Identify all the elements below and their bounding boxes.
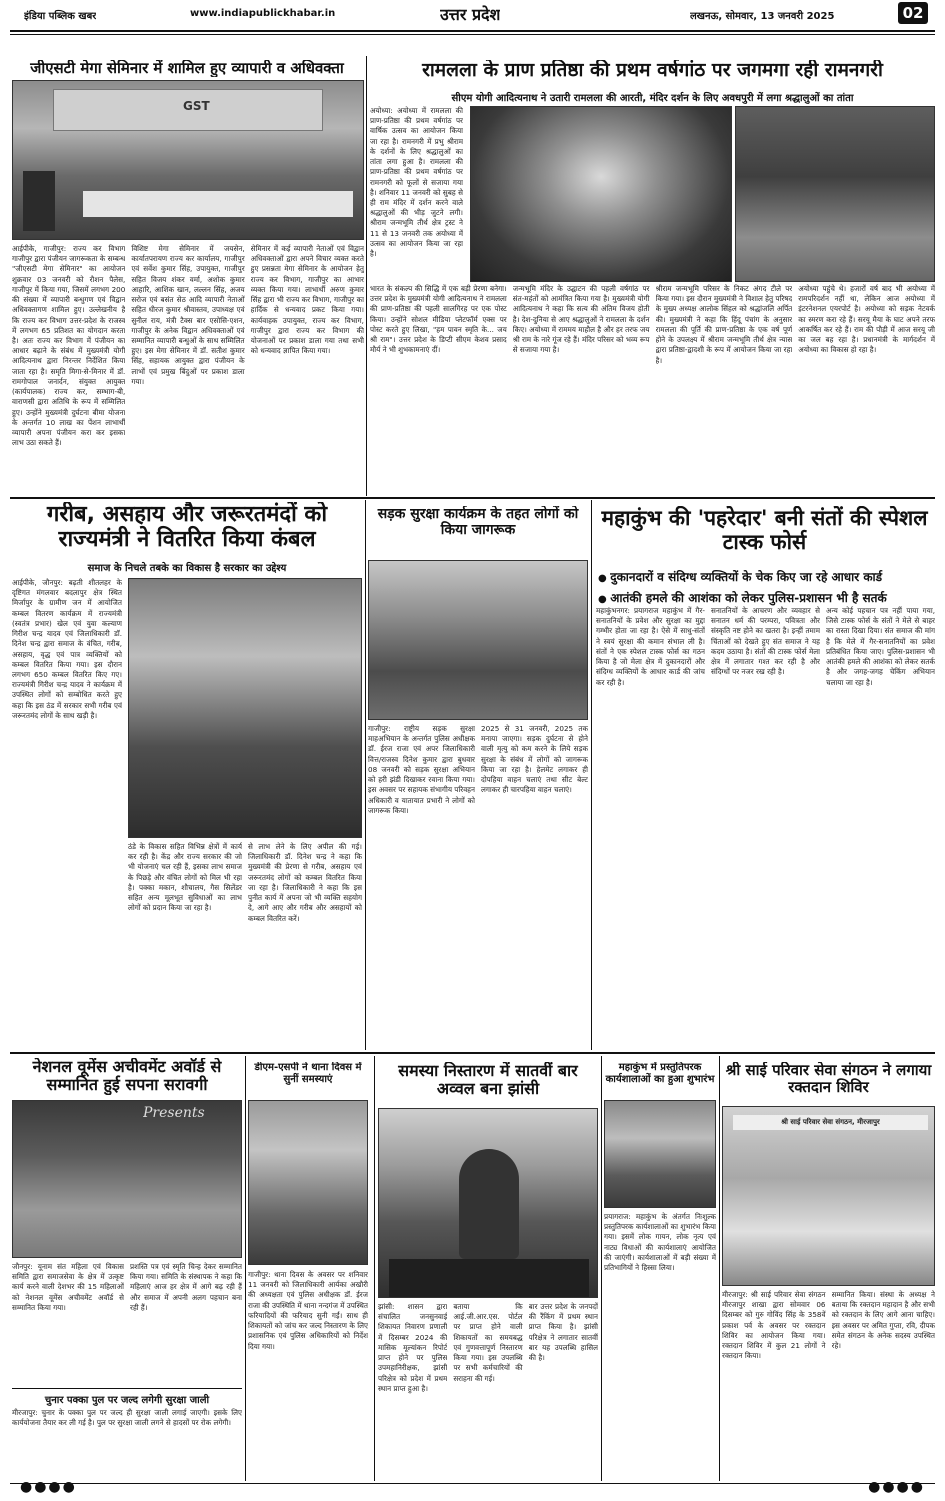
police-officer-photo: [378, 1108, 598, 1298]
a8-col-1: झांसी: शासन द्वारा संचालित जनसुनवाई शिकायत निवारण प्रणाली में दिसम्बर 2024 की मासिक मूल्यांकन रिपोर्ट प्राप्त होने पर पुलिस उपमहानिरीक्षक, झांसी परिक्षेत्र को प्रदेश में प्रथम स्थान प्राप्त हुआ है।: [378, 1302, 448, 1393]
a4-headline: सड़क सुरक्षा कार्यक्रम के तहत लोगों को किया जागरूक: [377, 506, 579, 539]
a2-col-1: अयोध्या: अयोध्या में रामलला की प्राण-प्रतिष्ठा की प्रथम वर्षगांठ पर वार्षिक उत्सव का आयोजन किया जा रहा है। रामनगरी में प्रभु श्रीराम के दर्शनों के लिए श्रद्धालुओं का तांता लगा हुआ है। रामलला की प्राण-प्रतिष्ठा की प्रथम वर्षगांठ पर रामनगरी को फूलों से सजाया गया है। शनिवार 11 जनवरी को सुबह से ही राम मंदिर में दर्शन करने वाले श्रद्धालुओं की भीड़ जुटने लगी। श्रीराम जन्मभूमि तीर्थ क्षेत्र ट्रस्ट ने 11 से 13 जनवरी तक अयोध्या में उत्सव का आयोजन किया जा रहा है।: [370, 106, 463, 259]
paper-name: इंडिया पब्लिक खबर: [24, 11, 97, 22]
workshop-photo: [604, 1100, 716, 1208]
col-divider-c: [591, 500, 592, 1050]
masthead: [0, 0, 945, 44]
footer-dots-left: ●●●●: [20, 1479, 77, 1495]
a10-col-2: सम्मानित किया। संस्था के अध्यक्ष ने बताया कि रक्तदान महादान है और सभी को रक्तदान के लिए आगे आना चाहिए। इस अवसर पर अमित गुप्ता, रवि, दीपक समेत संगठन के अनेक सदस्य उपस्थित रहे।: [831, 1290, 935, 1351]
podium: [23, 171, 55, 231]
a5-bullets: [598, 568, 935, 610]
a8-col-2: बताया कि आई.जी.आर.एस. पोर्टल पर प्राप्त होने वाली शिकायतों का समयबद्ध एवं गुणवत्तापूर्ण निस्तारण किया गया। इस उपलब्धि पर सभी कर्मचारियों की सराहना की गई।: [453, 1302, 523, 1383]
a3-col-1: आईपीके, जौनपुर: बढ़ती शीतलहर के दृष्टिगत मंगलवार बदलापुर क्षेत्र स्थित मिर्जापुर के ग्रामीण जन में आयोजित कम्बल वितरण कार्यक्रम में राज्यमंत्री (स्वतंत्र प्रभार) खेल एवं युवा कल्याण गिरीश चन्द्र यादव एवं जिलाधिकारी डॉ. दिनेश चन्द्र द्वारा समाज के वंचित, गरीब, असहाय, वृद्ध एवं पात्र व्यक्तियों को कम्बल वितरित किया गया। इस दौरान लगभग 650 कम्बल वितरित किए गए। राज्यमंत्री गिरीश चन्द्र यादव ने कार्यक्रम में उपस्थित लोगों को सम्बोधित करते हुए कहा कि इस ठंड में सरकार सभी गरीब एवं जरूरतमंद लोगों के साथ खड़ी है।: [12, 578, 122, 720]
a6-col-2: प्रशस्ति पत्र एवं स्मृति चिन्ह देकर सम्मानित किया गया। समिति के संस्थापक ने कहा कि महिलाएं आज हर क्षेत्र में आगे बढ़ रही हैं और समाज में अपनी अलग पहचान बना रही हैं।: [130, 1262, 242, 1312]
a4-body: [368, 724, 588, 1047]
a8-body: [378, 1302, 598, 1478]
a1-body: [12, 244, 364, 494]
a5-col-2: सनातनियों के आचरण और व्यवहार से सनातन धर्म की परम्परा, पवित्रता और संस्कृति नष्ट होने का खतरा है। इन्हीं तमाम चिंताओं को देखते हुए संत समाज ने यह कदम उठाया है। संतों की टास्क फोर्स मेला क्षेत्र में लगातार गश्त कर रही है और संदिग्धों पर नजर रख रही है।: [711, 606, 820, 677]
a7-headline: डीएम-एसपी ने थाना दिवस में सुनीं समस्याएं: [254, 1062, 362, 1085]
a5-headline: महाकुंभ की 'पहरेदार' बनी संतों की स्पेशल टास्क फोर्स: [601, 506, 928, 555]
a4-col-1: गाजीपुर: राष्ट्रीय सड़क सुरक्षा माहअभियान के अन्तर्गत पुलिस अधीक्षक डॉ. ईरज राजा एवं अपर जिलाधिकारी वित्त/राजस्व दिनेश कुमार द्वारा बुधवार 08 जनवरी को सड़क सुरक्षा अभियान को हरी झंडी दिखाकर रवाना किया गया। इस अवसर पर सहायक संभागीय परिवहन अधिकारी व यातायात प्रभारी ने लोगों को जागरूक किया।: [368, 724, 475, 815]
a1-col-1: आईपीके, गाजीपुर: राज्य कर विभाग गाजीपुर द्वारा पंजीयन जागरूकता के सम्बन्ध "जीएसटी मेगा सेमिनार" का आयोजन शुक्रवार 03 जनवरी को रौशन पैलेस, गाजीपुर में किया गया, जिसमें लगभग 200 की संख्या में व्यापारी बन्धुगण एवं विद्वान अधिवक्तागण शामिल हुए। उल्लेखनीय है कि राज्य कर विभाग उत्तर-प्रदेश के राजस्व में लगभग 65 प्रतिशत का योगदान करता है। अतः राज्य कर विभाग में पंजीयन का आधार बढ़ाने के संबंध में मुख्यमंत्री योगी आदित्यनाथ द्वारा निरन्तर निर्देशित किया जाता रहा है। समृति मिगा-से-मिनार में डॉ. रामगोपाल जनार्दन, संयुक्त आयुक्त (कार्यपालक) राज्य कर, सम्भाग-बी, वाराणसी द्वारा अतिथि के रूप में सम्मिलित हुए। उन्होंने मुख्यमंत्री दुर्घटना बीमा योजना के अन्तर्गत 10 लाख का पेंशन लाभार्थी व्यापारी अपना पंजीयन करा कर इसका लाभ उठा सकते हैं।: [12, 244, 126, 448]
thana-diwas-photo: [248, 1100, 368, 1265]
a7-body: [248, 1270, 368, 1478]
a7-col-1: गाजीपुर: थाना दिवस के अवसर पर शनिवार 11 जनवरी को जिलाधिकारी आर्यका अखौरी की अध्यक्षता एवं पुलिस अधीक्षक डॉ. ईरज राजा की उपस्थिति में थाना नन्दगंज में उपस्थित फरियादियों की फरियाद सुनी गईं। साथ ही शिकायतों को जांच कर जल्द निस्तारण के लिए प्रशासनिक एवं पुलिस अधिकारियों को निर्देश दिया गया।: [248, 1270, 368, 1351]
a5-bullet-1: ● दुकानदारों व संदिग्ध व्यक्तियों के चेक किए जा रहे आधार कार्ड: [598, 568, 935, 585]
a2-col-3: जन्मभूमि मंदिर के उद्घाटन की पहली वर्षगांठ पर संत-महंतों को आमंत्रित किया गया है। मुख्यमंत्री योगी आदित्यनाथ ने कहा कि सत्य की अंतिम विजय होती है। देश-दुनिया से आए श्रद्धालुओं ने रामलला के दर्शन किए। अयोध्या में राममय माहौल है और हर तरफ जय श्री राम के नारे गूंज रहे हैं। मंदिर परिसर को भव्य रूप से सजाया गया है।: [512, 284, 650, 355]
a1-col-2: विशिष्ट मेगा सेमिनार में जयसेन, कार्यातपरायण राज्य कर कार्यालय, गाजीपुर एवं सर्वेश कुमार सिंह, उपायुक्त, गाजीपुर सहित विजय शंकर वर्मा, अशोक कुमार आहारि, आशिक खान, लल्लन सिंह, अजय सरोज एवं बसंत सेठ आदि व्यापारी नेताओं सहित धीरज कुमार श्रीवास्तव, उपाध्यक्ष एवं सुनील राय, मंत्री टैक्स बार एसोसि-एशन, गाजीपुर के अनेक विद्वान अधिवक्ताओं एवं सम्मानित व्यापारी बन्धुओं के साथ सम्मिलित हुए। इस मेगा सेमिनार में डॉ. सतीश कुमार सिंह, सहायक आयुक्त द्वारा पंजीयन के लाभों एवं प्रमुख बिंदुओं पर प्रकाश डाला गया।: [131, 244, 245, 386]
a8-col-3: बार उत्तर प्रदेश के जनपदों की रैंकिंग में प्रथम स्थान प्राप्त किया है। झांसी परिक्षेत्र ने लगातार सातवीं बार यह उपलब्धि हासिल की है।: [528, 1302, 598, 1363]
a5-body: [596, 606, 935, 1047]
gst-banner-text: GST: [183, 99, 210, 113]
a3-subhead: समाज के निचले तबके का विकास है सरकार का उद्देश्य: [87, 563, 287, 574]
a6-headline: नेशनल वूमेंस अचीवमेंट अवॉर्ड से सम्मानित हुई सपना सरावगी: [32, 1058, 222, 1095]
road-safety-photo: [368, 560, 588, 720]
a1-headline: जीएसटी मेगा सेमिनार में शामिल हुए व्यापारी व अधिवक्ता: [30, 60, 344, 77]
a6-sub-divider: [12, 1388, 242, 1389]
dateline: लखनऊ, सोमवार, 13 जनवरी 2025: [690, 11, 835, 22]
a3-body: [128, 842, 362, 1047]
blood-donation-photo: [722, 1106, 935, 1286]
a2-col-2: भारत के संकल्प की सिद्धि में एक बड़ी प्रेरणा बनेगा। उत्तर प्रदेश के मुख्यमंत्री योगी आदित्यनाथ ने रामलला की प्राण-प्रतिष्ठा की पहली सालगिरह पर एक पोस्ट किया। उन्होंने सोशल मीडिया प्लेटफॉर्म एक्स पर पोस्ट करते हुए लिखा, "हम पावन स्मृति के... जय श्री राम"। उत्तर प्रदेश के डिप्टी सीएम केशव प्रसाद मौर्य ने भी शुभकामनाएं दीं।: [370, 284, 507, 355]
a2-col-4: श्रीराम जन्मभूमि परिसर के निकट अंगद टीले पर किया गया। इस दौरान मुख्यमंत्री ने विशाल हेतु परिषद के मुख्य अध्यक्ष आलोक सिंहल को श्रद्धांजलि अर्पित की। मुख्यमंत्री ने कहा कि हिंदू पंचांग के अनुसार रामलला की पूर्ति की प्राण-प्रतिष्ठा के एक वर्ष पूर्ण होने के उपलक्ष्य में श्रीराम जन्मभूमि तीर्थ क्षेत्र न्यास द्वारा प्रतिष्ठा-द्वादशी के रूप में आयोजन किया जा रहा है।: [655, 284, 793, 365]
col-divider-f: [601, 1056, 602, 1481]
website-link[interactable]: www.indiapublickhabar.in: [190, 8, 336, 19]
a2-body-left: [370, 106, 463, 266]
award-photo: [12, 1100, 242, 1258]
a6-sub-headline: चुनार पक्का पुल पर जल्द लगेगी सुरक्षा जाली: [44, 1395, 210, 1406]
a10-col-1: मीरजापुर: श्री साई परिवार सेवा संगठन मीरजापुर शाखा द्वारा सोमवार 06 दिसम्बर को गुरु गोविंद सिंह के 358वें प्रकाश पर्व के अवसर पर रक्तदान शिविर का आयोजन किया गया। रक्तदान शिविर में कुल 21 लोगों ने रक्तदान किया।: [722, 1290, 826, 1361]
presents-text: Presents: [143, 1105, 205, 1121]
a6-sub-body: मीरजापुर: चुनार के पक्का पुल पर जल्द ही सुरक्षा जाली लगाई जाएगी। इसके लिए कार्ययोजना तैयार कर ली गई है। पुल पर सुरक्षा जाली लगने से हादसों पर रोक लगेगी।: [12, 1408, 242, 1428]
page-number: 02: [898, 2, 928, 24]
blanket-distribution-photo: [128, 578, 362, 838]
a5-col-3: अन्य कोई पहचान पत्र नहीं पाया गया, जिसे टास्क फोर्स के संतों ने मेले से बाहर का रास्ता दिखा दिया। संत समाज की मांग है कि मेले में गैर-सनातनियों का प्रवेश प्रतिबंधित किया जाए। पुलिस-प्रशासन भी आतंकी हमले की आशंका को लेकर सतर्क है और जगह-जगह चेकिंग अभियान चलाया जा रहा है।: [826, 606, 935, 687]
a6-col-1: जौनपुर: यूनाम संत महिला एवं विकास समिति द्वारा समाजसेवा के क्षेत्र में उत्कृष्ट कार्य करने वाली देशभर की 15 महिलाओं को नेशनल वूमेंस अचीवमेंट अवॉर्ड से सम्मानित किया गया।: [12, 1262, 124, 1312]
a9-col-1: प्रयागराज: महाकुंभ के अंतर्गत निःशुल्क प्रस्तुतिपरक कार्यशालाओं का शुभारंभ किया गया। इसमें लोक गायन, लोक नृत्य एवं नाट्य विधाओं की कार्यशालाएं आयोजित की जाएंगी। कार्यशालाओं में बड़ी संख्या में प्रतिभागियों ने हिस्सा लिया।: [604, 1212, 716, 1273]
col-divider-e: [374, 1056, 375, 1481]
a2-body: [370, 284, 935, 494]
a2-col-5: अयोध्या पहुंचे थे। हजारों वर्ष बाद भी अयोध्या में रामपरिदर्शन नहीं था, लेकिन आज अयोध्या में इंटरनेशनल एयरपोर्ट है। अयोध्या को सड़क नेटवर्क का स्मरण करा रहे हैं। सरयू मैया के घाट अपने तरफ आकर्षित कर रहे हैं। राम की पौड़ी में आज सरयू जी का जल बह रहा है। प्रधानमंत्री के मार्गदर्शन में अयोध्या का विकास हो रहा है।: [798, 284, 935, 355]
a10-headline: श्री साई परिवार सेवा संगठन ने लगाया रक्तदान शिविर: [725, 1062, 932, 1097]
a4-col-2: 2025 से 31 जनवरी, 2025 तक मनाया जाएगा। सड़क दुर्घटना से होने वाली मृत्यु को कम करने के लिये सड़क सुरक्षा के संबंध में लोगों को जागरूक किया जा रहा है। हेलमेट लगाकर ही दोपहिया वाहन चलाएं तथा सीट बेल्ट लगाकर ही चारपहिया वाहन चलाएं।: [481, 724, 588, 795]
a3-body-left: [12, 578, 122, 1048]
gst-seminar-photo: [12, 80, 364, 240]
col-divider-d: [245, 1056, 246, 1481]
header-rule-thin: [10, 34, 935, 35]
footer-dots-right: ●●●●: [868, 1479, 925, 1495]
blood-banner-text: श्री साई परिवार सेवा संगठन, मीरजापुर: [733, 1115, 928, 1130]
stage-table: [83, 191, 353, 217]
a10-body: [722, 1290, 935, 1478]
a5-col-1: महाकुंभनगर: प्रयागराज महाकुंभ में गैर-सनातनियों के प्रवेश और सुरक्षा का मुद्दा गम्भीर होता जा रहा है। ऐसे में साधु-संतों ने स्वयं सुरक्षा की कमान संभाल ली है। संतों ने एक स्पेशल टास्क फोर्स का गठन किया है जो मेला क्षेत्र में दुकानदारों और संदिग्ध व्यक्तियों के आधार कार्ड की जांच कर रही है।: [596, 606, 705, 687]
officer-silhouette: [459, 1149, 519, 1259]
a3-col-3: से लाभ लेने के लिए अपील की गई। जिलाधिकारी डॉ. दिनेश चन्द्र ने कहा कि मुख्यमंत्री की प्रेरणा से गरीब, असहाय एवं जरूरतमंद लोगों को कम्बल वितरित किया जा रहा है। जिलाधिकारी ने कहा कि इस पुनीत कार्य में अपना जो भी व्यक्ति सहयोग दे, आगे आए और गरीब और असहायों को कम्बल वितरित करें।: [248, 842, 362, 923]
ayodhya-crowd-photo: [735, 106, 935, 282]
row-divider-2: [10, 1052, 935, 1054]
a6-body: [12, 1262, 242, 1382]
ramlalla-idol-photo: [470, 106, 732, 282]
a9-body: [604, 1212, 716, 1478]
section-title: उत्तर प्रदेश: [440, 5, 501, 24]
col-divider-g: [719, 1056, 720, 1481]
desk: [389, 1259, 589, 1297]
row-divider-1: [10, 497, 935, 499]
header-rule: [10, 30, 935, 32]
a3-col-2: ठंडे के विकास सहित विभिन्न क्षेत्रों में कार्य कर रही है। केंद्र और राज्य सरकार की जो भी योजनाएं चल रही हैं, इसका लाभ समाज के पिछड़े और वंचित लोगों को मिल भी रहा है। पक्का मकान, शौचालय, गैस सिलेंडर सहित अन्य मूलभूत सुविधाओं का लाभ लोगों को प्रदान किया जा रहा है।: [128, 842, 242, 913]
col-divider-b: [365, 500, 366, 1050]
footer-rule: [10, 1483, 935, 1484]
a5-bullet-2: ● आतंकी हमले की आशंका को लेकर पुलिस-प्रशासन भी है सतर्क: [598, 589, 935, 606]
a3-headline: गरीब, असहाय और जरूरतमंदों को राज्यमंत्री ने वितरित किया कंबल: [46, 502, 328, 553]
col-divider-a: [366, 56, 367, 496]
a8-headline: समस्या निस्तारण में सातवीं बार अव्वल बना झांसी: [398, 1062, 578, 1099]
a2-subhead: सीएम योगी आदित्यनाथ ने उतारी रामलला की आरती, मंदिर दर्शन के लिए अवधपुरी में लगा श्रद्धालुओं का तांता: [451, 93, 854, 104]
a1-col-3: सेमिनार में कई व्यापारी नेताओं एवं विद्वान अधिवक्ताओं द्वारा अपने विचार व्यक्त करते हुए प्रसन्नता मेगा सेमिनार के आयोजन हेतु राज्य कर विभाग, गाजीपुर का आभार व्यक्त किया गया। लाभार्थी अरुण कुमार सिंह द्वारा भी राज्य कर विभाग, गाजीपुर का हार्दिक से धन्यवाद प्रकट किया गया। कार्यवाहक उपायुक्त, राज्य कर विभाग, गाजीपुर द्वारा राज्य कर विभाग की योजनाओं पर प्रकाश डाला गया तथा सभी को धन्यवाद ज्ञापित किया गया।: [250, 244, 364, 356]
a9-headline: महाकुंभ में प्रस्तुतिपरक कार्यशालाओं का हुआ शुभारंभ: [605, 1062, 715, 1085]
a2-headline: रामलला के प्राण प्रतिष्ठा की प्रथम वर्षगांठ पर जगमगा रही रामनगरी: [422, 60, 883, 81]
